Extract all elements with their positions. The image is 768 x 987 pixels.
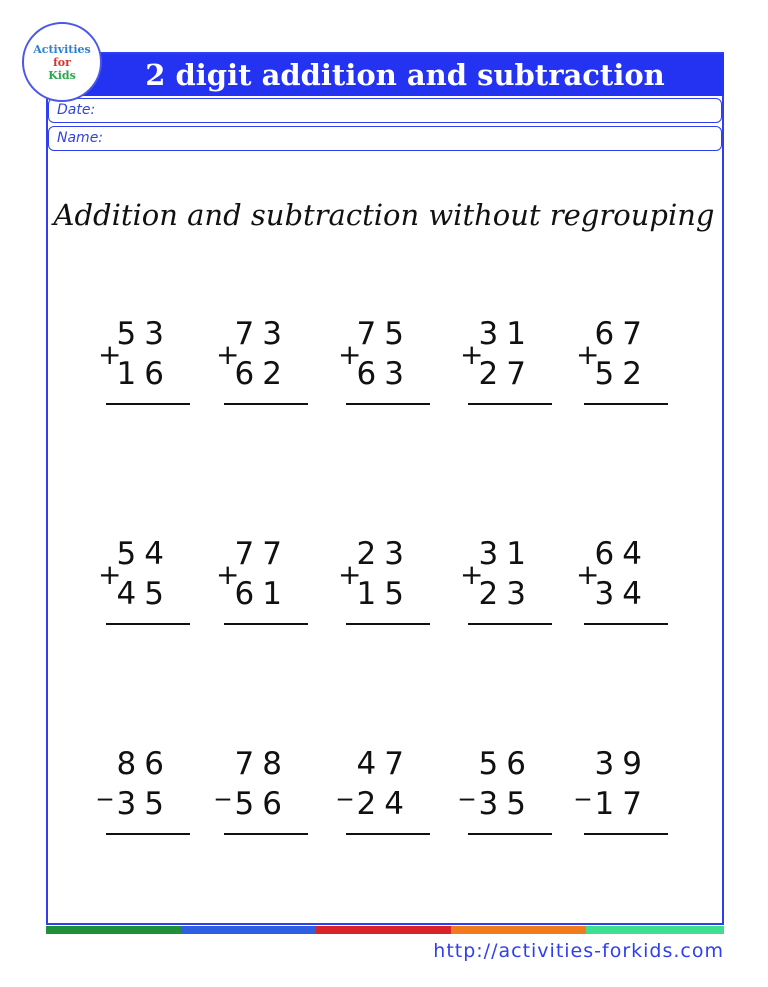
answer-line[interactable] xyxy=(106,403,190,405)
answer-line[interactable] xyxy=(584,403,668,405)
answer-line[interactable] xyxy=(106,623,190,625)
math-problem xyxy=(340,746,430,836)
operator-sign: _ xyxy=(338,768,352,801)
bottom-number: 23 xyxy=(478,576,534,612)
operator-sign: + xyxy=(576,338,600,371)
math-problem xyxy=(462,316,552,406)
top-number: 31 xyxy=(478,536,534,572)
top-number: 47 xyxy=(356,746,412,782)
answer-line[interactable] xyxy=(224,833,308,835)
bottom-number: 34 xyxy=(594,576,650,612)
top-number: 54 xyxy=(116,536,172,572)
operator-sign: + xyxy=(338,338,362,371)
activities-for-kids-logo xyxy=(22,22,102,102)
top-number: 77 xyxy=(234,536,290,572)
operator-sign: _ xyxy=(460,768,474,801)
answer-line[interactable] xyxy=(584,623,668,625)
operator-sign: + xyxy=(338,558,362,591)
bottom-number: 63 xyxy=(356,356,412,392)
answer-line[interactable] xyxy=(224,403,308,405)
operator-sign: + xyxy=(460,338,484,371)
math-problem xyxy=(462,536,552,626)
footer-stripe-green xyxy=(46,926,181,934)
answer-line[interactable] xyxy=(468,833,552,835)
math-problem xyxy=(218,316,308,406)
bottom-number: 35 xyxy=(478,786,534,822)
logo-line-1: Activities xyxy=(33,42,91,56)
bottom-number: 27 xyxy=(478,356,534,392)
math-problem xyxy=(340,536,430,626)
footer-stripe-red xyxy=(316,926,451,934)
footer-stripe-blue xyxy=(181,926,316,934)
math-problem xyxy=(218,746,308,836)
name-field[interactable]: Name: xyxy=(48,126,722,151)
operator-sign: + xyxy=(460,558,484,591)
math-problem xyxy=(578,746,668,836)
answer-line[interactable] xyxy=(346,833,430,835)
answer-line[interactable] xyxy=(468,403,552,405)
logo-line-3: Kids xyxy=(48,68,76,82)
bottom-number: 45 xyxy=(116,576,172,612)
top-number: 86 xyxy=(116,746,172,782)
operator-sign: _ xyxy=(98,768,112,801)
answer-line[interactable] xyxy=(224,623,308,625)
footer-url[interactable]: http://activities-forkids.com xyxy=(433,940,724,962)
top-number: 67 xyxy=(594,316,650,352)
top-number: 53 xyxy=(116,316,172,352)
operator-sign: + xyxy=(216,338,240,371)
answer-line[interactable] xyxy=(346,403,430,405)
bottom-number: 16 xyxy=(116,356,172,392)
bottom-number: 52 xyxy=(594,356,650,392)
bottom-number: 62 xyxy=(234,356,290,392)
footer-stripe-orange xyxy=(451,926,586,934)
bottom-number: 17 xyxy=(594,786,650,822)
operator-sign: _ xyxy=(216,768,230,801)
bottom-number: 61 xyxy=(234,576,290,612)
operator-sign: _ xyxy=(576,768,590,801)
operator-sign: + xyxy=(576,558,600,591)
operator-sign: + xyxy=(98,338,122,371)
operator-sign: + xyxy=(216,558,240,591)
bottom-number: 15 xyxy=(356,576,412,612)
answer-line[interactable] xyxy=(468,623,552,625)
top-number: 56 xyxy=(478,746,534,782)
top-number: 64 xyxy=(594,536,650,572)
date-field[interactable]: Date: xyxy=(48,98,722,123)
answer-line[interactable] xyxy=(106,833,190,835)
top-number: 23 xyxy=(356,536,412,572)
math-problem xyxy=(100,316,190,406)
operator-sign: + xyxy=(98,558,122,591)
answer-line[interactable] xyxy=(584,833,668,835)
answer-line[interactable] xyxy=(346,623,430,625)
math-problem xyxy=(462,746,552,836)
math-problem xyxy=(578,536,668,626)
bottom-number: 56 xyxy=(234,786,290,822)
top-number: 31 xyxy=(478,316,534,352)
worksheet-title: 2 digit addition and subtraction xyxy=(46,54,724,96)
math-problem xyxy=(100,536,190,626)
worksheet-subtitle: Addition and subtraction without regrouping xyxy=(53,198,715,232)
bottom-number: 35 xyxy=(116,786,172,822)
math-problem xyxy=(340,316,430,406)
footer-stripe-mint xyxy=(586,926,724,934)
top-number: 78 xyxy=(234,746,290,782)
bottom-number: 24 xyxy=(356,786,412,822)
top-number: 39 xyxy=(594,746,650,782)
logo-line-2: for xyxy=(53,55,71,69)
math-problem xyxy=(578,316,668,406)
math-problem xyxy=(218,536,308,626)
math-problem xyxy=(100,746,190,836)
top-number: 75 xyxy=(356,316,412,352)
top-number: 73 xyxy=(234,316,290,352)
